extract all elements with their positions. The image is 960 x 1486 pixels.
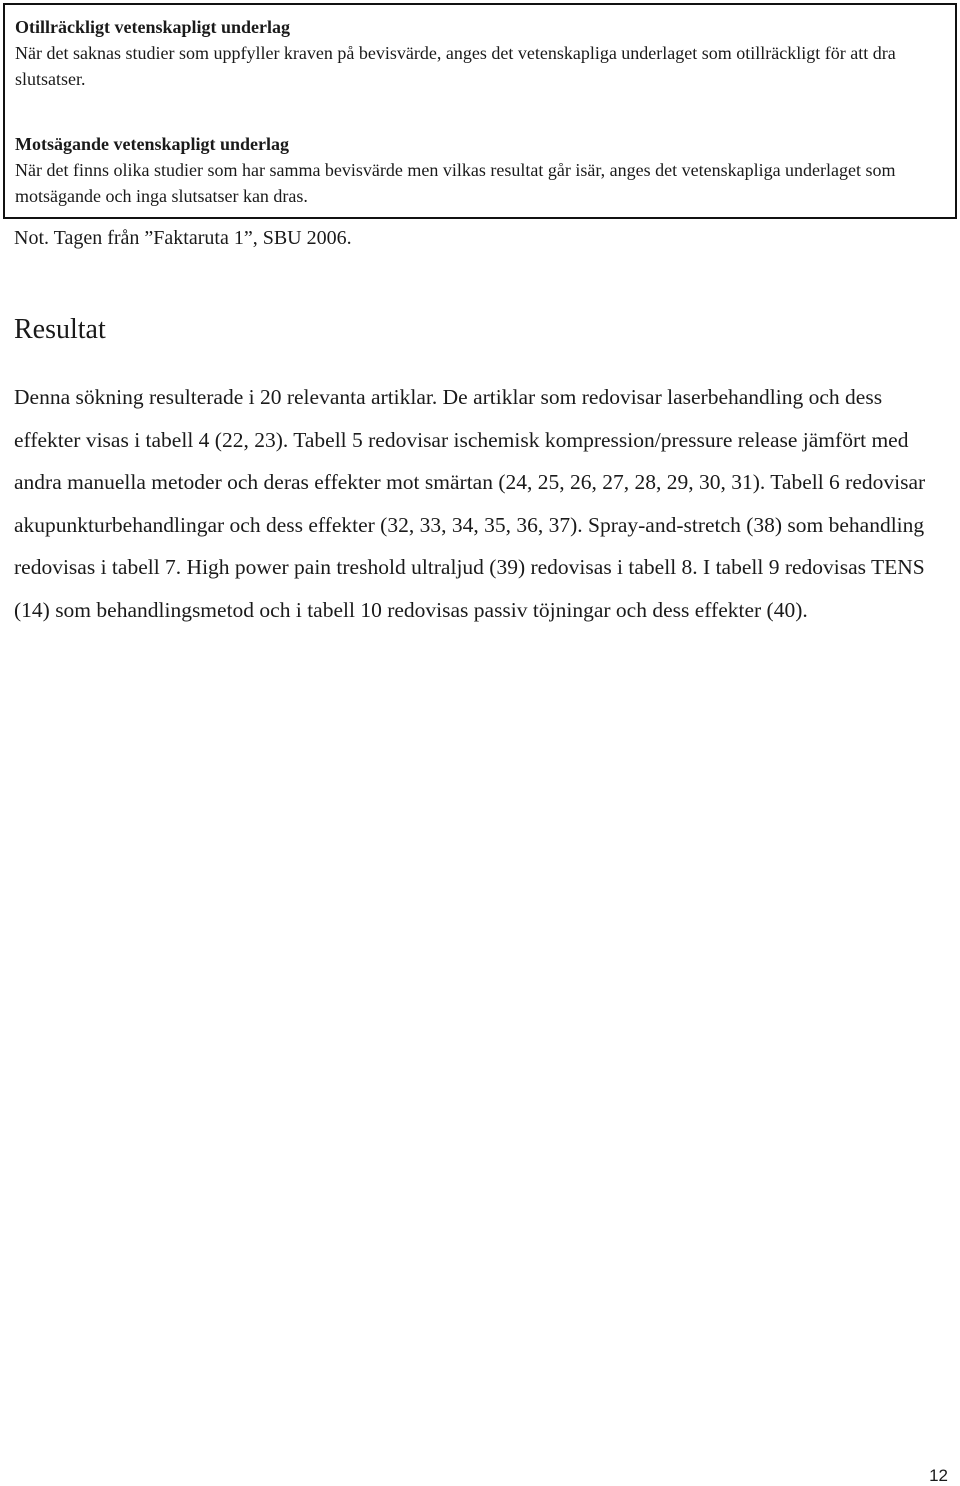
insufficient-evidence-section	[15, 14, 945, 92]
insufficient-evidence-heading: Otillräckligt vetenskapligt underlag	[15, 17, 291, 37]
page-number: 12	[929, 1466, 948, 1485]
results-paragraph: Denna sökning resulterade i 20 relevanta artiklar. De artiklar som redovisar laserbehandling och dess effekter visas i tabell 4 (22, 23). Tabell 5 redovisar ischemisk kompression/pressure release jämfört med andra manuella metoder och deras effekter mot smärtan (24, 25, 26, 27, 28, 29, 30, 31). Tabell 6 redovisar akupunkturbehandlingar och dess effekter (32, 33, 34, 35, 36, 37). Spray-and-stretch (38) som behandling redovisas i tabell 7. High power pain treshold ultraljud (39) redovisas i tabell 8. I tabell 9 redovisas TENS (14) som behandlingsmetod och i tabell 10 redovisas passiv töjningar och dess effekter (40).	[14, 385, 926, 622]
contradictory-evidence-text: När det finns olika studier som har samma bevisvärde men vilkas resultat går isär, anges det vetenskapliga underlaget som motsägande och inga slutsatser kan dras.	[15, 160, 896, 206]
contradictory-evidence-heading: Motsägande vetenskapligt underlag	[15, 134, 290, 154]
insufficient-evidence-text: När det saknas studier som uppfyller kraven på bevisvärde, anges det vetenskapliga underlaget som otillräckligt för att dra slutsatser.	[15, 43, 896, 89]
source-note: Not. Tagen från ”Faktaruta 1”, SBU 2006.	[14, 227, 352, 249]
contradictory-evidence-section	[15, 131, 945, 209]
results-heading: Resultat	[14, 314, 106, 345]
definition-box	[3, 3, 957, 219]
